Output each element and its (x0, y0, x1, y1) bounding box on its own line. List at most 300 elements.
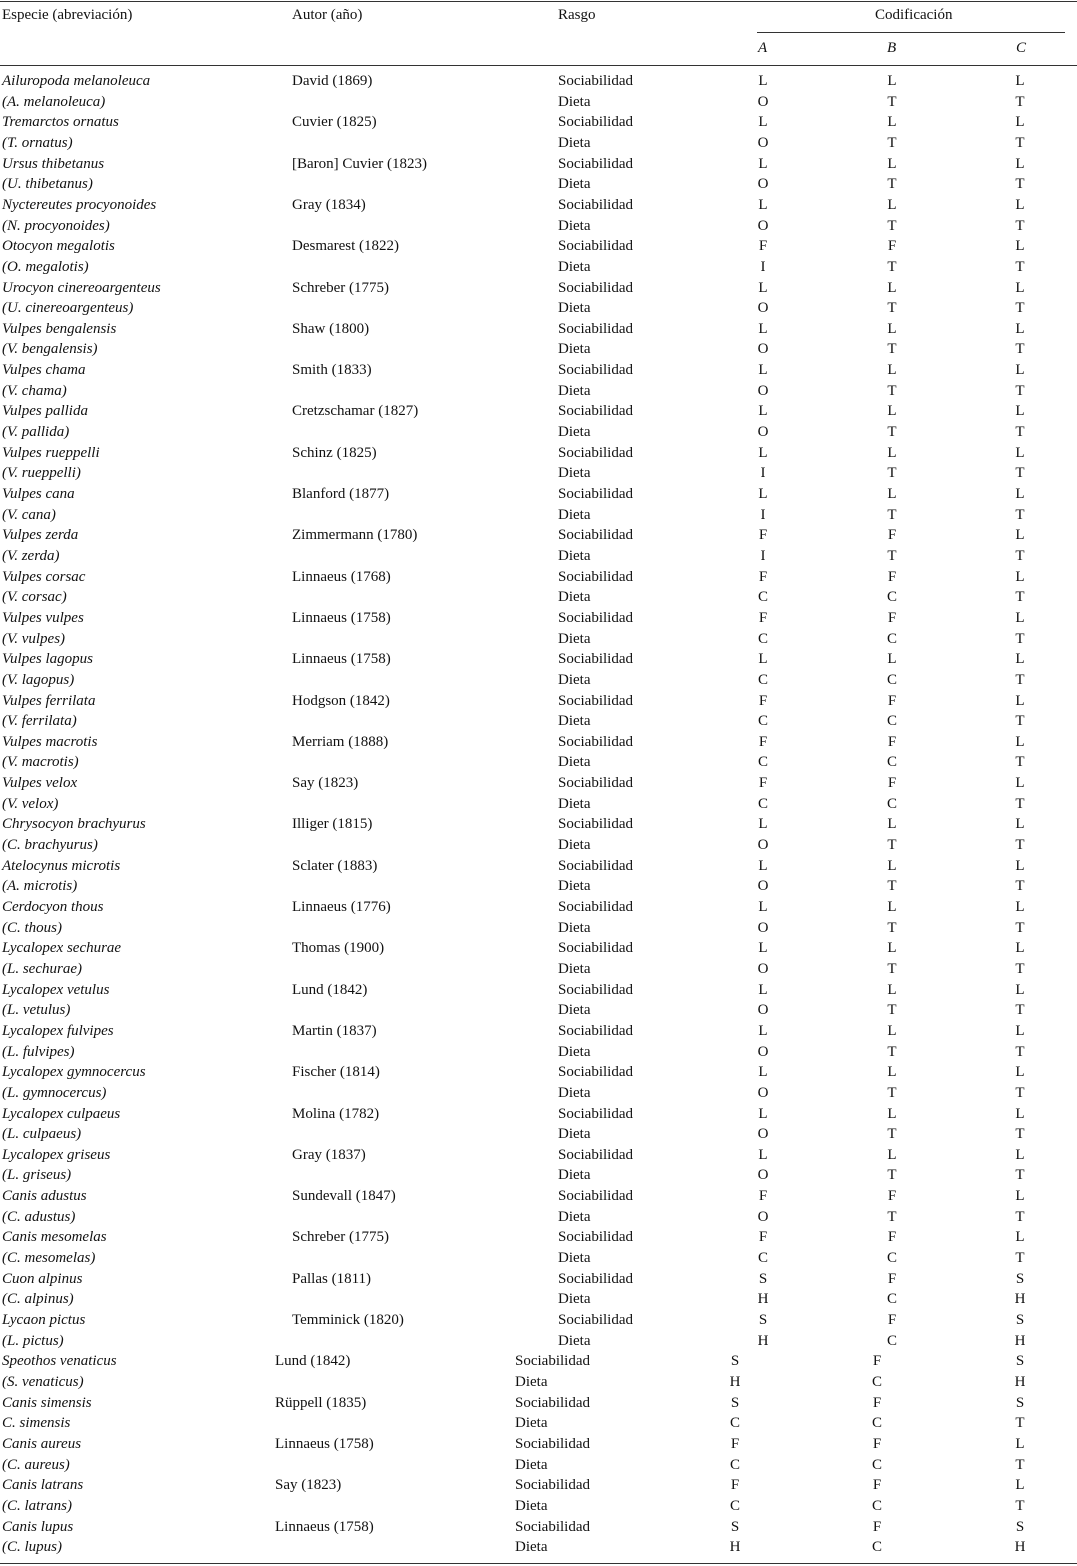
trait-sociability: Sociabilidad (515, 1353, 590, 1369)
species-name: Chrysocyon brachyurus (2, 816, 146, 832)
code-b-diet: C (871, 1539, 882, 1555)
species-abbreviation: (N. procyonoides) (2, 218, 110, 234)
species-name: Speothos venaticus (2, 1353, 117, 1369)
code-c-sociability: L (1015, 940, 1025, 956)
species-name: Lycalopex sechurae (2, 940, 122, 956)
trait-diet: Dieta (558, 754, 591, 770)
code-c-sociability: L (1015, 775, 1025, 791)
code-b-sociability: L (887, 1023, 897, 1039)
trait-diet: Dieta (558, 1333, 591, 1349)
code-c-diet: T (1015, 1498, 1025, 1514)
header-trait: Rasgo (558, 7, 596, 23)
code-c-sociability: L (1015, 73, 1025, 89)
code-c-diet: T (1015, 341, 1025, 357)
code-b-diet: C (886, 1291, 897, 1307)
author-year: Lund (1842) (275, 1353, 351, 1369)
code-a-diet: O (757, 94, 769, 110)
code-c-sociability: S (1015, 1271, 1025, 1287)
code-a-sociability: F (758, 238, 768, 254)
code-c-sociability: L (1015, 1436, 1025, 1452)
trait-diet: Dieta (558, 1209, 591, 1225)
species-name: Vulpes vulpes (2, 610, 84, 626)
code-b-sociability: L (887, 362, 897, 378)
author-year: Schreber (1775) (292, 1229, 390, 1245)
trait-sociability: Sociabilidad (515, 1519, 590, 1535)
code-c-sociability: L (1015, 1188, 1025, 1204)
species-name: Atelocynus microtis (2, 858, 121, 874)
code-b-diet: C (886, 589, 897, 605)
code-c-diet: T (1015, 507, 1025, 523)
code-c-sociability: S (1015, 1395, 1025, 1411)
code-a-diet: O (757, 837, 769, 853)
species-abbreviation: (L. fulvipes) (2, 1044, 75, 1060)
code-a-sociability: L (758, 321, 768, 337)
code-b-sociability: L (887, 940, 897, 956)
header-coding: Codificación (875, 7, 953, 23)
code-c-diet: T (1015, 1002, 1025, 1018)
species-name: Vulpes cana (2, 486, 75, 502)
author-year: Molina (1782) (292, 1106, 380, 1122)
code-a-diet: C (757, 672, 768, 688)
code-c-sociability: L (1015, 238, 1025, 254)
trait-sociability: Sociabilidad (558, 1023, 633, 1039)
code-c-sociability: L (1015, 527, 1025, 543)
author-year: Linnaeus (1758) (275, 1436, 374, 1452)
species-name: Lycalopex gymnocercus (2, 1064, 146, 1080)
code-b-sociability: F (872, 1477, 882, 1493)
code-b-diet: T (887, 94, 897, 110)
trait-sociability: Sociabilidad (558, 321, 633, 337)
species-name: Lycaon pictus (2, 1312, 86, 1328)
code-c-sociability: L (1015, 403, 1025, 419)
trait-sociability: Sociabilidad (515, 1436, 590, 1452)
code-c-diet: T (1015, 1044, 1025, 1060)
author-year: Rüppell (1835) (275, 1395, 367, 1411)
code-c-diet: T (1015, 672, 1025, 688)
trait-sociability: Sociabilidad (558, 1188, 633, 1204)
code-a-diet: O (757, 135, 769, 151)
code-b-sociability: F (872, 1353, 882, 1369)
code-a-sociability: S (758, 1312, 768, 1328)
code-a-diet: O (757, 300, 769, 316)
code-a-sociability: L (758, 1023, 768, 1039)
species-abbreviation: (C. thous) (2, 920, 62, 936)
code-b-diet: C (871, 1415, 882, 1431)
code-a-sociability: S (730, 1395, 740, 1411)
code-a-diet: O (757, 424, 769, 440)
species-abbreviation: (V. pallida) (2, 424, 70, 440)
header-col-a: A (758, 40, 768, 56)
species-abbreviation: (V. cana) (2, 507, 56, 523)
code-b-sociability: L (887, 982, 897, 998)
species-abbreviation: (L. gymnocercus) (2, 1085, 107, 1101)
code-c-diet: T (1015, 465, 1025, 481)
species-abbreviation: (V. lagopus) (2, 672, 75, 688)
species-name: Vulpes rueppelli (2, 445, 100, 461)
trait-diet: Dieta (558, 176, 591, 192)
code-c-sociability: L (1015, 1023, 1025, 1039)
species-name: Cuon alpinus (2, 1271, 83, 1287)
trait-sociability: Sociabilidad (558, 610, 633, 626)
species-abbreviation: (S. venaticus) (2, 1374, 84, 1390)
species-name: Nyctereutes procyonoides (2, 197, 157, 213)
trait-diet: Dieta (558, 465, 591, 481)
code-c-diet: T (1015, 631, 1025, 647)
code-b-diet: T (887, 1209, 897, 1225)
code-a-sociability: F (730, 1477, 740, 1493)
code-c-sociability: L (1015, 693, 1025, 709)
code-c-diet: T (1015, 837, 1025, 853)
code-b-diet: T (887, 548, 897, 564)
trait-diet: Dieta (558, 424, 591, 440)
trait-diet: Dieta (558, 507, 591, 523)
code-c-diet: T (1015, 383, 1025, 399)
author-year: Linnaeus (1758) (275, 1519, 374, 1535)
trait-diet: Dieta (558, 589, 591, 605)
author-year: Martin (1837) (292, 1023, 377, 1039)
species-abbreviation: (V. macrotis) (2, 754, 79, 770)
species-name: Lycalopex culpaeus (2, 1106, 121, 1122)
trait-diet: Dieta (558, 1167, 591, 1183)
species-name: Vulpes ferrilata (2, 693, 96, 709)
trait-sociability: Sociabilidad (558, 1106, 633, 1122)
code-b-diet: T (887, 1167, 897, 1183)
code-a-sociability: L (758, 362, 768, 378)
code-b-sociability: F (872, 1395, 882, 1411)
code-b-diet: T (887, 259, 897, 275)
species-name: Vulpes velox (2, 775, 78, 791)
trait-sociability: Sociabilidad (558, 1271, 633, 1287)
trait-sociability: Sociabilidad (558, 899, 633, 915)
code-a-sociability: L (758, 940, 768, 956)
code-c-diet: T (1015, 1457, 1025, 1473)
trait-sociability: Sociabilidad (558, 1229, 633, 1245)
species-abbreviation: (A. melanoleuca) (2, 94, 106, 110)
species-abbreviation: (L. sechurae) (2, 961, 82, 977)
code-b-sociability: F (887, 1312, 897, 1328)
code-b-sociability: F (887, 1188, 897, 1204)
author-year: Shaw (1800) (292, 321, 370, 337)
trait-sociability: Sociabilidad (558, 1064, 633, 1080)
code-b-diet: C (886, 713, 897, 729)
code-a-diet: I (760, 507, 766, 523)
trait-sociability: Sociabilidad (558, 156, 633, 172)
code-a-sociability: F (758, 527, 768, 543)
code-a-diet: O (757, 1209, 769, 1225)
trait-sociability: Sociabilidad (558, 651, 633, 667)
code-b-diet: C (886, 754, 897, 770)
author-year: Gray (1837) (292, 1147, 366, 1163)
code-c-sociability: L (1015, 114, 1025, 130)
trait-diet: Dieta (558, 1002, 591, 1018)
code-b-diet: T (887, 341, 897, 357)
code-a-sociability: S (730, 1519, 740, 1535)
code-b-sociability: L (887, 321, 897, 337)
species-name: Tremarctos ornatus (2, 114, 119, 130)
species-name: Cerdocyon thous (2, 899, 104, 915)
trait-diet: Dieta (515, 1539, 548, 1555)
trait-diet: Dieta (558, 631, 591, 647)
code-b-sociability: L (887, 403, 897, 419)
code-a-sociability: L (758, 403, 768, 419)
author-year: Pallas (1811) (292, 1271, 372, 1287)
species-name: Canis adustus (2, 1188, 87, 1204)
code-c-diet: T (1015, 259, 1025, 275)
code-c-diet: T (1015, 1250, 1025, 1266)
species-abbreviation: (U. cinereoargenteus) (2, 300, 134, 316)
code-b-diet: T (887, 383, 897, 399)
author-year: Say (1823) (275, 1477, 342, 1493)
species-name: Lycalopex fulvipes (2, 1023, 114, 1039)
code-b-diet: C (886, 796, 897, 812)
species-abbreviation: (V. velox) (2, 796, 59, 812)
code-a-diet: C (757, 754, 768, 770)
code-c-diet: T (1015, 754, 1025, 770)
code-b-sociability: L (887, 156, 897, 172)
code-b-diet: C (871, 1457, 882, 1473)
code-c-sociability: L (1015, 280, 1025, 296)
code-b-diet: T (887, 218, 897, 234)
species-name: Vulpes bengalensis (2, 321, 117, 337)
trait-sociability: Sociabilidad (558, 858, 633, 874)
code-b-diet: T (887, 424, 897, 440)
code-c-diet: T (1015, 1415, 1025, 1431)
code-a-sociability: F (758, 569, 768, 585)
species-name: Lycalopex vetulus (2, 982, 110, 998)
code-b-sociability: F (887, 775, 897, 791)
species-abbreviation: (T. ornatus) (2, 135, 73, 151)
trait-diet: Dieta (515, 1415, 548, 1431)
code-b-diet: T (887, 1085, 897, 1101)
author-year: Illiger (1815) (292, 816, 373, 832)
species-name: Canis aureus (2, 1436, 82, 1452)
code-c-sociability: L (1015, 899, 1025, 915)
code-c-diet: T (1015, 548, 1025, 564)
code-a-sociability: L (758, 816, 768, 832)
author-year: Gray (1834) (292, 197, 366, 213)
species-name: Vulpes lagopus (2, 651, 93, 667)
species-abbreviation: (C. lupus) (2, 1539, 62, 1555)
code-c-diet: T (1015, 796, 1025, 812)
author-year: Linnaeus (1758) (292, 610, 391, 626)
trait-diet: Dieta (558, 218, 591, 234)
code-c-diet: H (1014, 1539, 1026, 1555)
trait-sociability: Sociabilidad (558, 940, 633, 956)
code-a-diet: O (757, 1085, 769, 1101)
species-abbreviation: (L. pictus) (2, 1333, 64, 1349)
code-c-diet: T (1015, 218, 1025, 234)
code-b-diet: T (887, 300, 897, 316)
author-year: Zimmermann (1780) (292, 527, 418, 543)
code-a-diet: O (757, 878, 769, 894)
species-name: Canis mesomelas (2, 1229, 107, 1245)
header-col-c: C (1016, 40, 1027, 56)
code-a-sociability: F (758, 1188, 768, 1204)
code-b-sociability: L (887, 1064, 897, 1080)
species-abbreviation: (C. alpinus) (2, 1291, 74, 1307)
author-year: Blanford (1877) (292, 486, 390, 502)
code-a-diet: C (757, 796, 768, 812)
trait-sociability: Sociabilidad (558, 280, 633, 296)
code-a-diet: O (757, 176, 769, 192)
code-b-sociability: F (887, 527, 897, 543)
code-c-sociability: L (1015, 1064, 1025, 1080)
author-year: Say (1823) (292, 775, 359, 791)
code-a-sociability: L (758, 114, 768, 130)
code-c-sociability: L (1015, 1106, 1025, 1122)
species-abbreviation: (U. thibetanus) (2, 176, 93, 192)
code-c-sociability: L (1015, 1147, 1025, 1163)
trait-sociability: Sociabilidad (558, 1147, 633, 1163)
code-c-sociability: L (1015, 362, 1025, 378)
trait-diet: Dieta (558, 383, 591, 399)
code-b-sociability: F (887, 569, 897, 585)
trait-diet: Dieta (558, 259, 591, 275)
code-c-sociability: S (1015, 1519, 1025, 1535)
code-c-sociability: L (1015, 569, 1025, 585)
code-a-diet: I (760, 548, 766, 564)
code-c-sociability: L (1015, 734, 1025, 750)
species-name: Canis lupus (2, 1519, 74, 1535)
code-c-diet: T (1015, 1085, 1025, 1101)
trait-sociability: Sociabilidad (515, 1477, 590, 1493)
code-c-sociability: S (1015, 1312, 1025, 1328)
code-c-diet: T (1015, 1126, 1025, 1142)
code-a-diet: H (757, 1333, 769, 1349)
code-b-sociability: L (887, 445, 897, 461)
trait-sociability: Sociabilidad (558, 197, 633, 213)
trait-sociability: Sociabilidad (558, 445, 633, 461)
code-b-diet: T (887, 135, 897, 151)
author-year: Linnaeus (1776) (292, 899, 391, 915)
species-abbreviation: (C. latrans) (2, 1498, 73, 1514)
species-abbreviation: (V. vulpes) (2, 631, 66, 647)
code-b-sociability: L (887, 1106, 897, 1122)
trait-sociability: Sociabilidad (558, 114, 633, 130)
species-abbreviation: (C. aureus) (2, 1457, 70, 1473)
code-b-sociability: L (887, 73, 897, 89)
trait-diet: Dieta (558, 796, 591, 812)
header-species: Especie (abreviación) (2, 7, 133, 23)
species-abbreviation: (L. culpaeus) (2, 1126, 82, 1142)
author-year: Cuvier (1825) (292, 114, 377, 130)
trait-diet: Dieta (558, 135, 591, 151)
code-a-sociability: L (758, 156, 768, 172)
trait-sociability: Sociabilidad (558, 527, 633, 543)
code-c-sociability: L (1015, 197, 1025, 213)
trait-diet: Dieta (558, 837, 591, 853)
code-a-diet: I (760, 259, 766, 275)
author-year: Thomas (1900) (292, 940, 385, 956)
code-b-diet: C (871, 1498, 882, 1514)
code-a-diet: O (757, 218, 769, 234)
author-year: Smith (1833) (292, 362, 372, 378)
code-a-diet: H (729, 1374, 741, 1390)
code-b-diet: T (887, 837, 897, 853)
trait-diet: Dieta (558, 920, 591, 936)
author-year: Linnaeus (1758) (292, 651, 391, 667)
code-a-sociability: L (758, 858, 768, 874)
trait-sociability: Sociabilidad (558, 403, 633, 419)
code-a-diet: H (729, 1539, 741, 1555)
trait-diet: Dieta (558, 1250, 591, 1266)
code-b-diet: C (886, 1333, 897, 1349)
code-a-diet: C (757, 1250, 768, 1266)
species-name: Vulpes corsac (2, 569, 86, 585)
code-c-sociability: L (1015, 321, 1025, 337)
code-a-diet: C (729, 1498, 740, 1514)
code-c-sociability: L (1015, 610, 1025, 626)
author-year: Hodgson (1842) (292, 693, 390, 709)
author-year: Cretzschamar (1827) (292, 403, 419, 419)
species-abbreviation: (V. zerda) (2, 548, 60, 564)
trait-diet: Dieta (558, 672, 591, 688)
code-a-sociability: F (758, 775, 768, 791)
species-name: Canis simensis (2, 1395, 92, 1411)
trait-sociability: Sociabilidad (558, 775, 633, 791)
author-year: Temminick (1820) (292, 1312, 404, 1328)
code-a-sociability: L (758, 1064, 768, 1080)
code-a-diet: O (757, 920, 769, 936)
code-c-sociability: S (1015, 1353, 1025, 1369)
species-name: Vulpes macrotis (2, 734, 98, 750)
code-a-sociability: F (730, 1436, 740, 1452)
code-c-diet: T (1015, 424, 1025, 440)
code-b-sociability: F (887, 693, 897, 709)
species-name: Vulpes pallida (2, 403, 88, 419)
code-c-diet: T (1015, 94, 1025, 110)
trait-diet: Dieta (558, 1126, 591, 1142)
code-c-diet: T (1015, 920, 1025, 936)
code-a-sociability: S (730, 1353, 740, 1369)
species-name: Ailuropoda melanoleuca (2, 73, 151, 89)
trait-diet: Dieta (558, 713, 591, 729)
code-c-sociability: L (1015, 651, 1025, 667)
code-a-sociability: L (758, 1147, 768, 1163)
code-a-diet: O (757, 383, 769, 399)
species-abbreviation: (V. corsac) (2, 589, 67, 605)
code-b-sociability: F (887, 610, 897, 626)
code-c-diet: T (1015, 961, 1025, 977)
header-col-b: B (887, 40, 897, 56)
code-c-diet: T (1015, 713, 1025, 729)
trait-diet: Dieta (558, 548, 591, 564)
trait-sociability: Sociabilidad (558, 238, 633, 254)
trait-diet: Dieta (558, 961, 591, 977)
code-c-sociability: L (1015, 858, 1025, 874)
author-year: [Baron] Cuvier (1823) (292, 156, 427, 172)
species-name: Vulpes chama (2, 362, 86, 378)
code-a-sociability: L (758, 197, 768, 213)
code-a-diet: O (757, 1167, 769, 1183)
code-c-diet: T (1015, 176, 1025, 192)
code-b-sociability: L (887, 1147, 897, 1163)
code-b-diet: T (887, 878, 897, 894)
author-year: Schinz (1825) (292, 445, 377, 461)
code-a-diet: C (757, 713, 768, 729)
code-c-sociability: L (1015, 445, 1025, 461)
code-a-diet: C (757, 631, 768, 647)
code-a-diet: C (729, 1457, 740, 1473)
species-name: Otocyon megalotis (2, 238, 115, 254)
code-b-diet: C (886, 1250, 897, 1266)
author-year: Sundevall (1847) (292, 1188, 396, 1204)
code-b-sociability: L (887, 651, 897, 667)
author-year: Fischer (1814) (292, 1064, 380, 1080)
species-abbreviation: (V. bengalensis) (2, 341, 98, 357)
code-b-sociability: F (872, 1436, 882, 1452)
code-b-diet: C (886, 631, 897, 647)
